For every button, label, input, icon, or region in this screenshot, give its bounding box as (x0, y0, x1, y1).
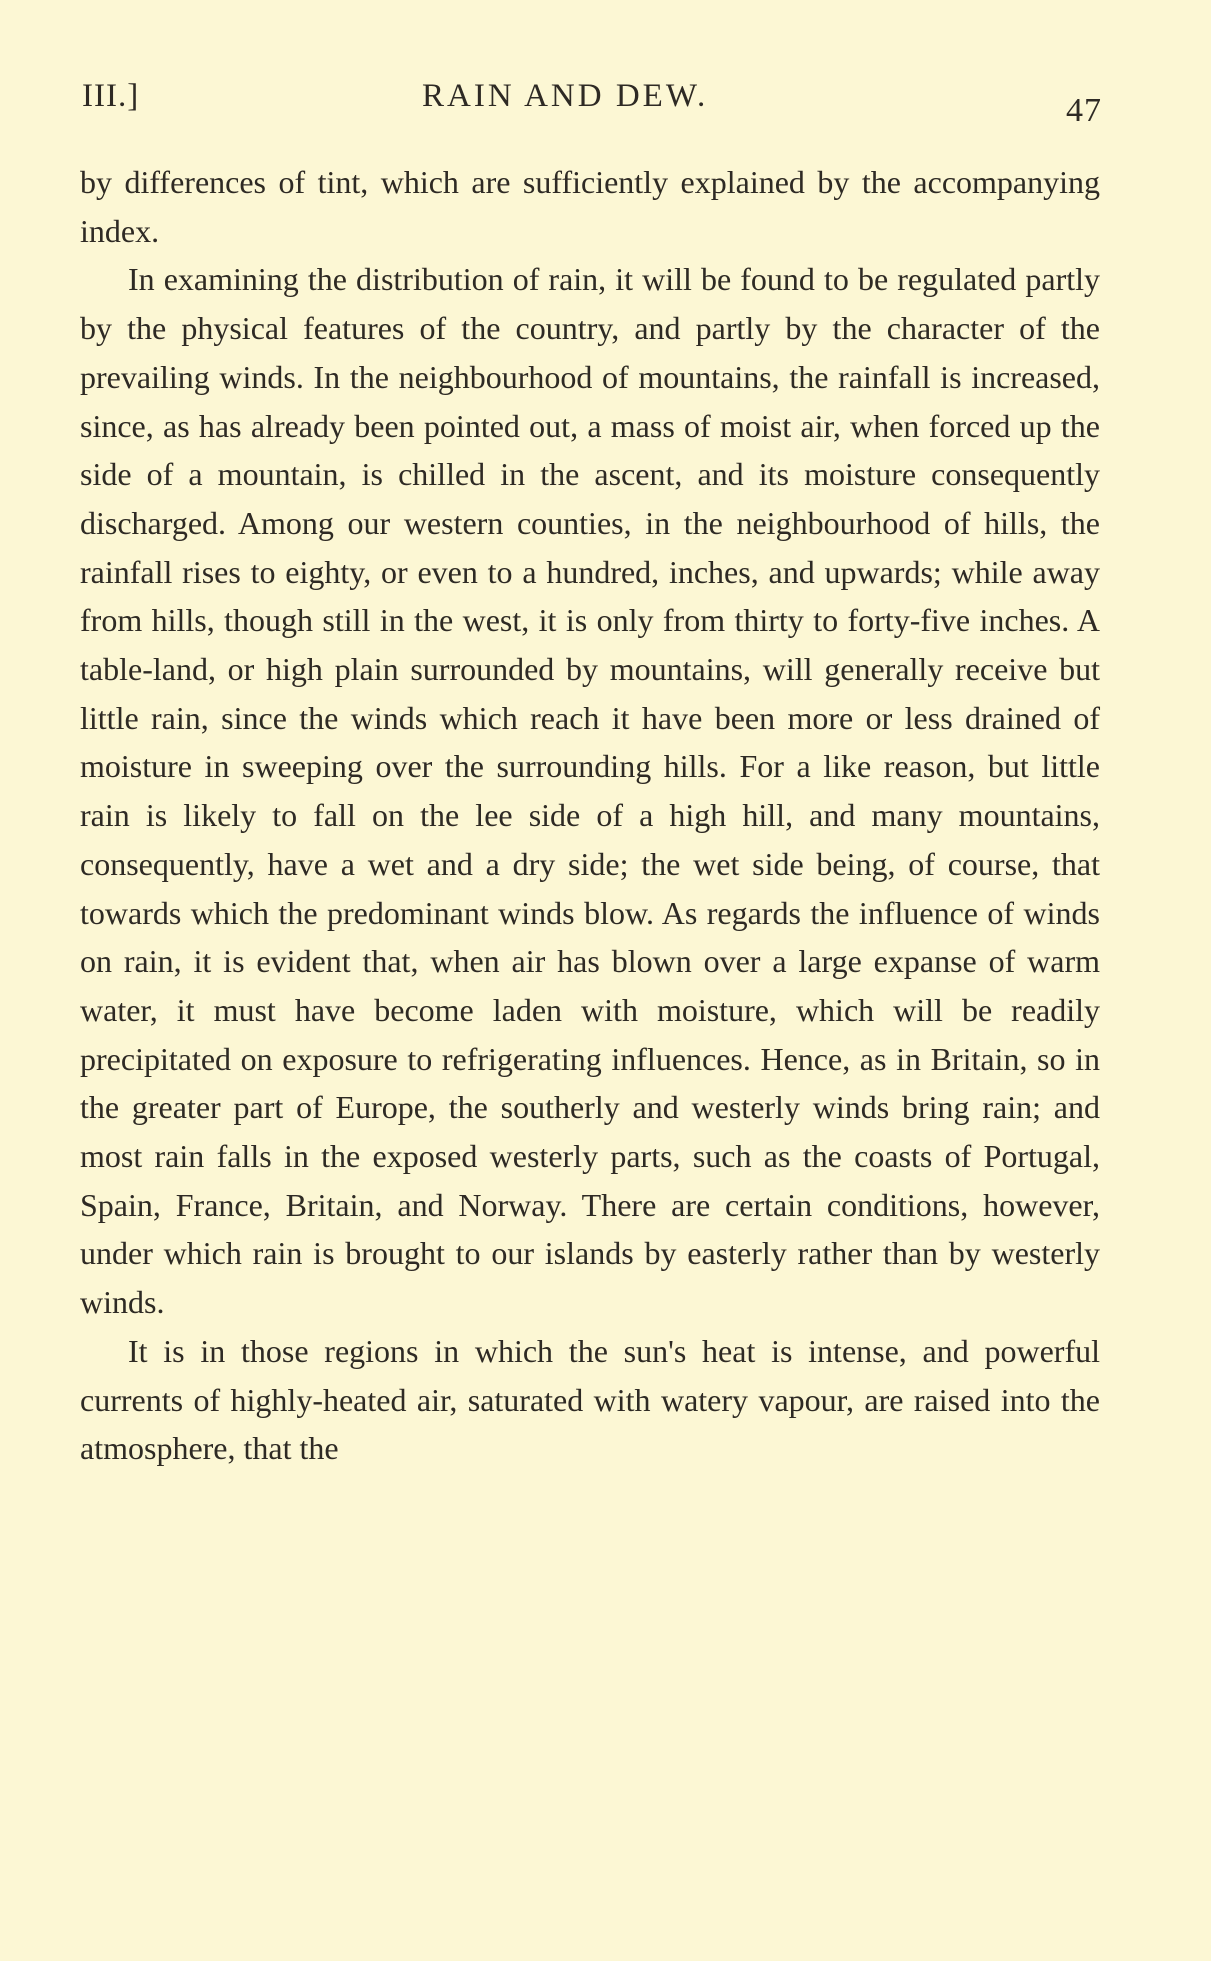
page-number: 47 (1066, 92, 1102, 129)
chapter-marker: III.] (82, 78, 140, 114)
page-header (82, 78, 1102, 128)
paragraph-continued: by differences of tint, which are sufficiently explained by the accompanying index. (80, 164, 1100, 249)
running-title: RAIN AND DEW. (422, 78, 709, 114)
body-text (80, 158, 1100, 1473)
paragraph-sun-heat: It is in those regions in which the sun's heat is intense, and powerful currents of highly-heated air, saturated with watery vapour, are raised into the atmosphere, that the (80, 1332, 1100, 1467)
paragraph-rain-distribution: In examining the distribution of rain, it will be found to be regulated partly by the physical features of the country, and partly by the character of the prevailing winds. In the neighbourhood of mountains, the rainfall is increased, since, as has already been pointed out, a mass of moist air, when forced up the side of a mountain, is chilled in the ascent, and its moisture consequently discharged. Among our western counties, in the neighbourhood of hills, the rainfall rises to eighty, or even to a hundred, inches, and upwards; while away from hills, though still in the west, it is only from thirty to forty-five inches. A table-land, or high plain surrounded by mountains, will generally receive but little rain, since the winds which reach it have been more or less drained of moisture in sweeping over the surrounding hills. For a like reason, but little rain is likely to fall on the lee side of a high hill, and many mountains, consequently, have a wet and a dry side; the wet side being, of course, that towards which the predominant winds blow. As regards the influence of winds on rain, it is evident that, when air has blown over a large expanse of warm water, it must have become laden with moisture, which will be readily precipitated on exposure to refrigerating influences. Hence, as in Britain, so in the greater part of Europe, the southerly and westerly winds bring rain; and most rain falls in the exposed westerly parts, such as the coasts of Portugal, Spain, France, Britain, and Norway. There are certain conditions, however, under which rain is brought to our islands by easterly rather than by westerly winds. (80, 261, 1100, 1321)
